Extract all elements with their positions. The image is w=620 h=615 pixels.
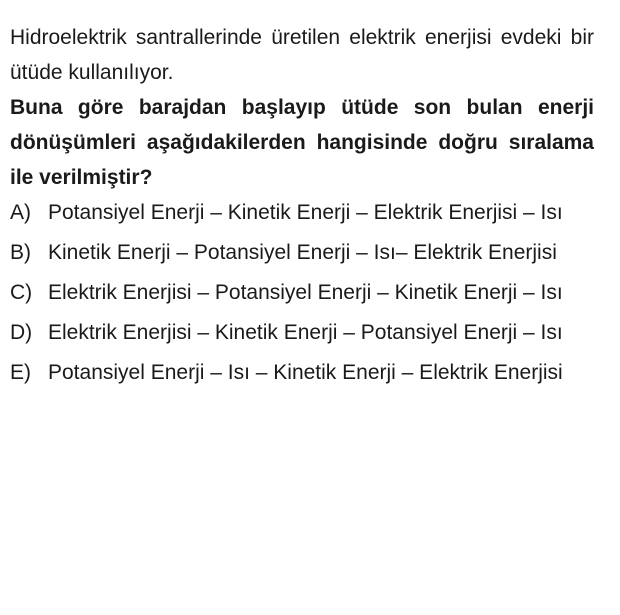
option-e[interactable] [10,355,594,390]
option-a[interactable] [10,195,594,230]
question-stem: Hidroelektrik santrallerinde üretilen elektrik enerjisi evdeki bir ütüde kullanılıyor. [10,26,594,84]
option-b[interactable] [10,235,594,270]
option-letter: A) [10,201,31,224]
option-letter: D) [10,321,33,344]
option-c[interactable] [10,275,594,310]
question-prompt: Buna göre barajdan başlayıp ütüde son bulan enerji dönüşümleri aşağıdakilerden hangisinde doğru sıralama ile verilmiştir? [10,96,594,189]
option-text: Potansiyel Enerji – Isı – Kinetik Enerji – Elektrik Enerjisi [48,361,563,384]
option-text: Elektrik Enerjisi – Potansiyel Enerji – Kinetik Enerji – Isı [48,281,563,304]
question-block [10,20,594,390]
option-text: Elektrik Enerjisi – Kinetik Enerji – Potansiyel Enerji – Isı [48,321,563,344]
option-letter: B) [10,241,31,264]
option-text: Potansiyel Enerji – Kinetik Enerji – Elektrik Enerjisi – Isı [48,201,563,224]
option-d[interactable] [10,315,594,350]
option-text: Kinetik Enerji – Potansiyel Enerji – Isı– Elektrik Enerjisi [48,241,557,264]
option-letter: C) [10,281,33,304]
answer-options [10,195,594,390]
option-letter: E) [10,361,31,384]
